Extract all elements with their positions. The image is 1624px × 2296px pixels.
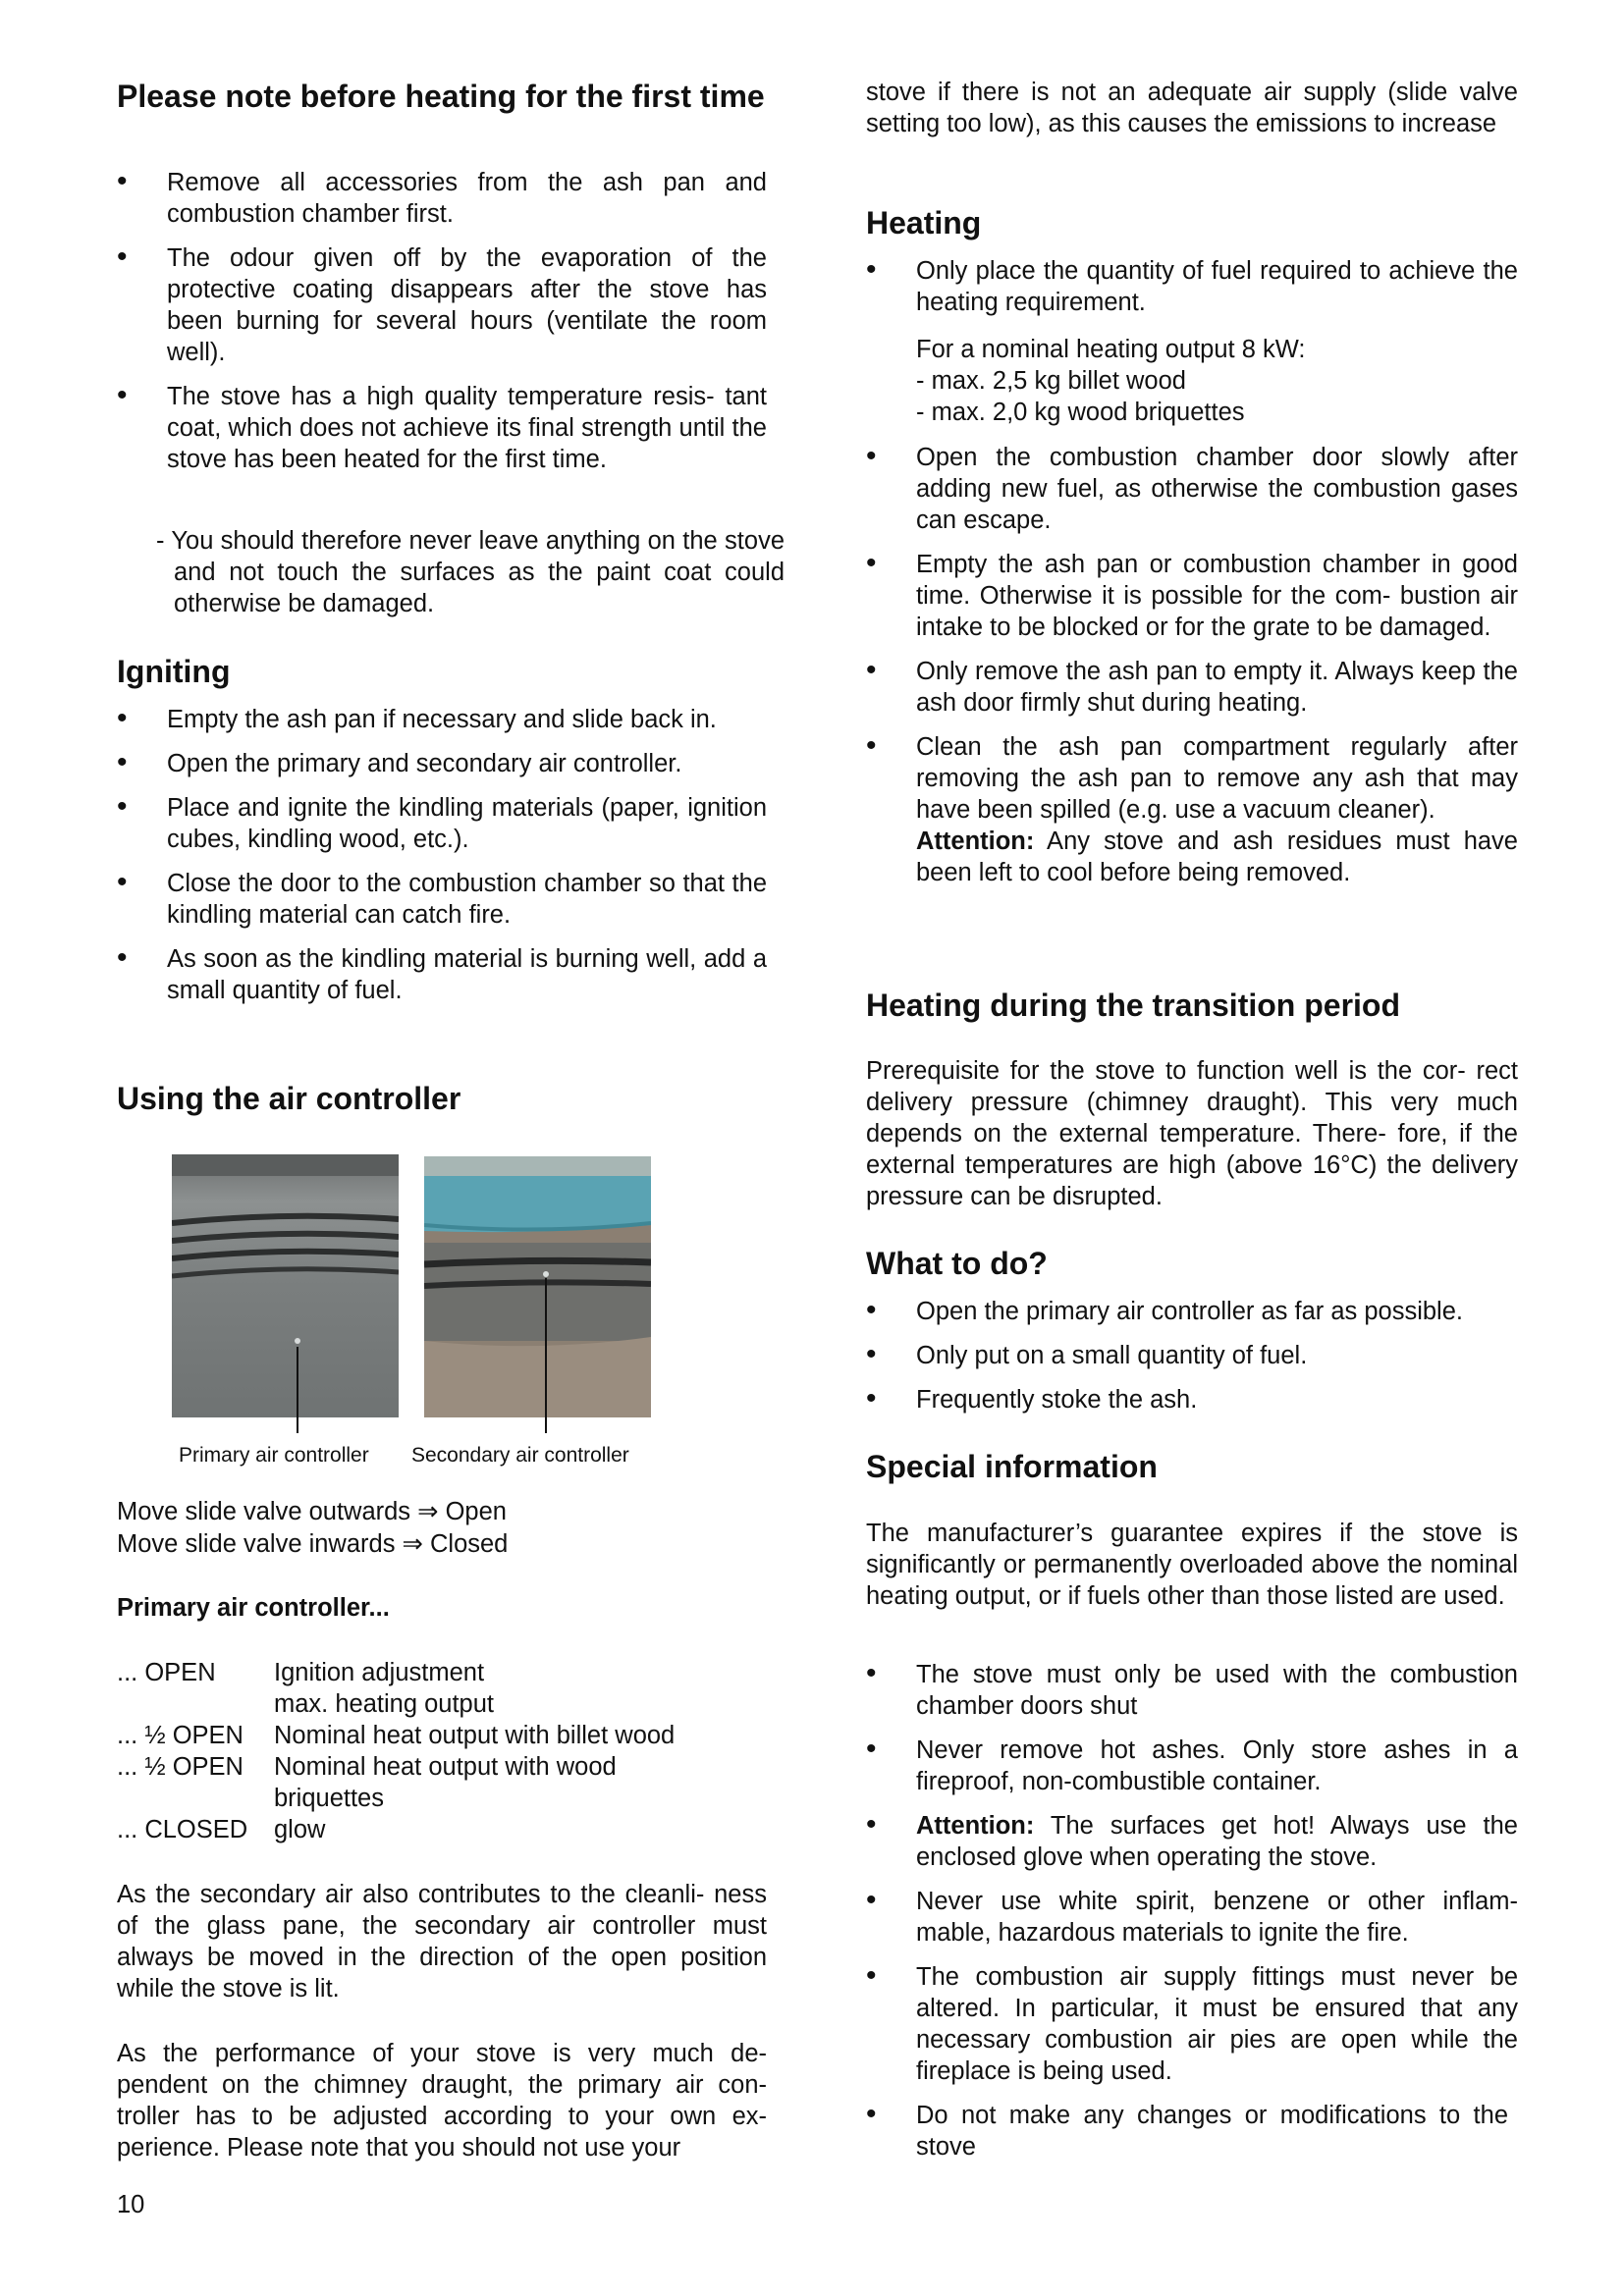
primary-pointer-line [297,1347,298,1433]
heating-title: Heating [866,205,982,240]
caption-primary: Primary air controller [179,1444,369,1467]
attention-label: Attention: [916,1812,1035,1840]
list-item: • Never use white spirit, benzene or other inflam- mable, hazardous materials to ignite the fire. [866,1886,1518,1949]
list-item: • Do not make any changes or modifications to the stove [866,2100,1518,2163]
list-item: • Only place the quantity of fuel required to achieve the heating requirement. [866,255,1518,318]
list-item: • Remove all accessories from the ash pan and combustion chamber first. [117,167,767,230]
special-info-text: The manufacturer’s guarantee expires if the stove is significantly or permanently overloaded above the nominal heating output, or if fuels other than those listed are used. [866,1520,1518,1610]
igniting-list [117,704,767,1006]
list-item: • As soon as the kindling material is burning well, add a small quantity of fuel. [117,943,767,1006]
primary-heading: Primary air controller... [117,1594,390,1622]
nominal-line: - max. 2,0 kg wood briquettes [916,399,1245,426]
move-out-text: Move slide valve outwards ⇒ Open [117,1498,507,1525]
continuation-text: stove if there is not an adequate air supply (slide valve setting too low), as this causes the emissions to increase [866,79,1518,137]
attention-text: Any stove and ash residues must have been left to cool before being removed. [916,828,1518,886]
special-info-list [866,1659,1518,2163]
attention-text: The surfaces get hot! Always use the enclosed glove when operating the stove. [916,1812,1518,1871]
list-item: • The stove must only be used with the combustion chamber doors shut [866,1659,1518,1722]
heating-list-1 [866,255,1518,318]
first-time-title: Please note before heating for the first time [117,79,765,114]
performance-paragraph: As the performance of your stove is very much de- pendent on the chimney draught, the primary air con- troller has to be adjusted according to your own ex- perience. Please note that you should not use your [117,2040,767,2162]
secondary-air-controller-photo [424,1156,651,1417]
first-time-list [117,167,767,475]
list-item: • Only remove the ash pan to empty it. Always keep the ash door firmly shut during heating. [866,656,1518,719]
igniting-title: Igniting [117,654,231,689]
setting-key: ... ½ OPEN [117,1722,244,1749]
setting-value: briquettes [274,1785,384,1812]
move-in-text: Move slide valve inwards ⇒ Closed [117,1530,509,1558]
list-item: • The combustion air supply fittings must never be altered. In particular, it must be ensured that any necessary combustion air pies are open while the fireplace is being used. [866,1961,1518,2087]
first-time-note: - You should therefore never leave anything on the stove and not touch the surfaces as the paint coat could otherwise be damaged. [156,527,785,617]
secondary-air-paragraph: As the secondary air also contributes to the cleanli- ness of the glass pane, the secondary air controller must always be moved in the direction of the open position while the stove is lit. [117,1881,767,2002]
heating-list-2 [866,442,1518,888]
primary-settings-table [117,1657,767,1845]
nominal-output-block [916,334,1305,428]
setting-value: Nominal heat output with wood [274,1753,617,1781]
setting-key: ... CLOSED [117,1816,248,1843]
setting-key: ... OPEN [117,1659,216,1686]
list-item: • Empty the ash pan or combustion chamber in good time. Otherwise it is possible for the com- bustion air intake to be blocked or for the grate to be damaged. [866,549,1518,643]
clean-ash-text: Clean the ash pan compartment regularly after removing the ash pan to remove any ash that may have been spilled (e.g. use a vacuum cleaner). [916,733,1518,824]
primary-air-controller-photo [172,1154,399,1417]
secondary-pointer-line [545,1278,547,1433]
nominal-line: For a nominal heating output 8 kW: [916,336,1306,363]
what-to-do-list [866,1296,1518,1415]
what-to-do-title: What to do? [866,1246,1048,1281]
list-item [866,1810,1518,1873]
list-item: • Never remove hot ashes. Only store ashes in a fireproof, non-combustible container. [866,1735,1518,1797]
list-item: • Frequently stoke the ash. [866,1384,1518,1415]
nominal-line: - max. 2,5 kg billet wood [916,367,1186,395]
caption-secondary: Secondary air controller [411,1444,629,1467]
list-item: • Empty the ash pan if necessary and slide back in. [117,704,767,735]
list-item: • Close the door to the combustion chamber so that the kindling material can catch fire. [117,868,767,931]
transition-text: Prerequisite for the stove to function well is the cor- rect delivery pressure (chimney draught). This very much depends on the external temperature. There- fore, if the external temperatures are high (above 16°C) the delivery pressure can be disrupted. [866,1057,1518,1210]
page-number: 10 [117,2191,145,2218]
setting-key: ... ½ OPEN [117,1753,244,1781]
special-info-title: Special information [866,1449,1158,1484]
list-item: • Only put on a small quantity of fuel. [866,1340,1518,1371]
setting-value: Ignition adjustment [274,1659,485,1686]
list-item: • The stove has a high quality temperature resis- tant coat, which does not achieve its final strength until the stove has been heated for the first time. [117,381,767,475]
air-controller-title: Using the air controller [117,1081,461,1116]
list-item: • Open the primary and secondary air controller. [117,748,767,779]
list-item: • Place and ignite the kindling materials (paper, ignition cubes, kindling wood, etc.). [117,792,767,855]
setting-value: max. heating output [274,1690,494,1718]
transition-title: Heating during the transition period [866,988,1400,1023]
setting-value: Nominal heat output with billet wood [274,1722,676,1749]
setting-key [117,1688,274,1720]
list-item: • Open the primary air controller as far as possible. [866,1296,1518,1327]
list-item: • The odour given off by the evaporation of the protective coating disappears after the stove has been burning for several hours (ventilate the room well). [117,242,767,368]
setting-value: glow [274,1816,326,1843]
list-item [866,731,1518,888]
list-item: • Open the combustion chamber door slowly after adding new fuel, as otherwise the combustion gases can escape. [866,442,1518,536]
attention-label: Attention: [916,828,1035,855]
setting-key [117,1783,274,1814]
